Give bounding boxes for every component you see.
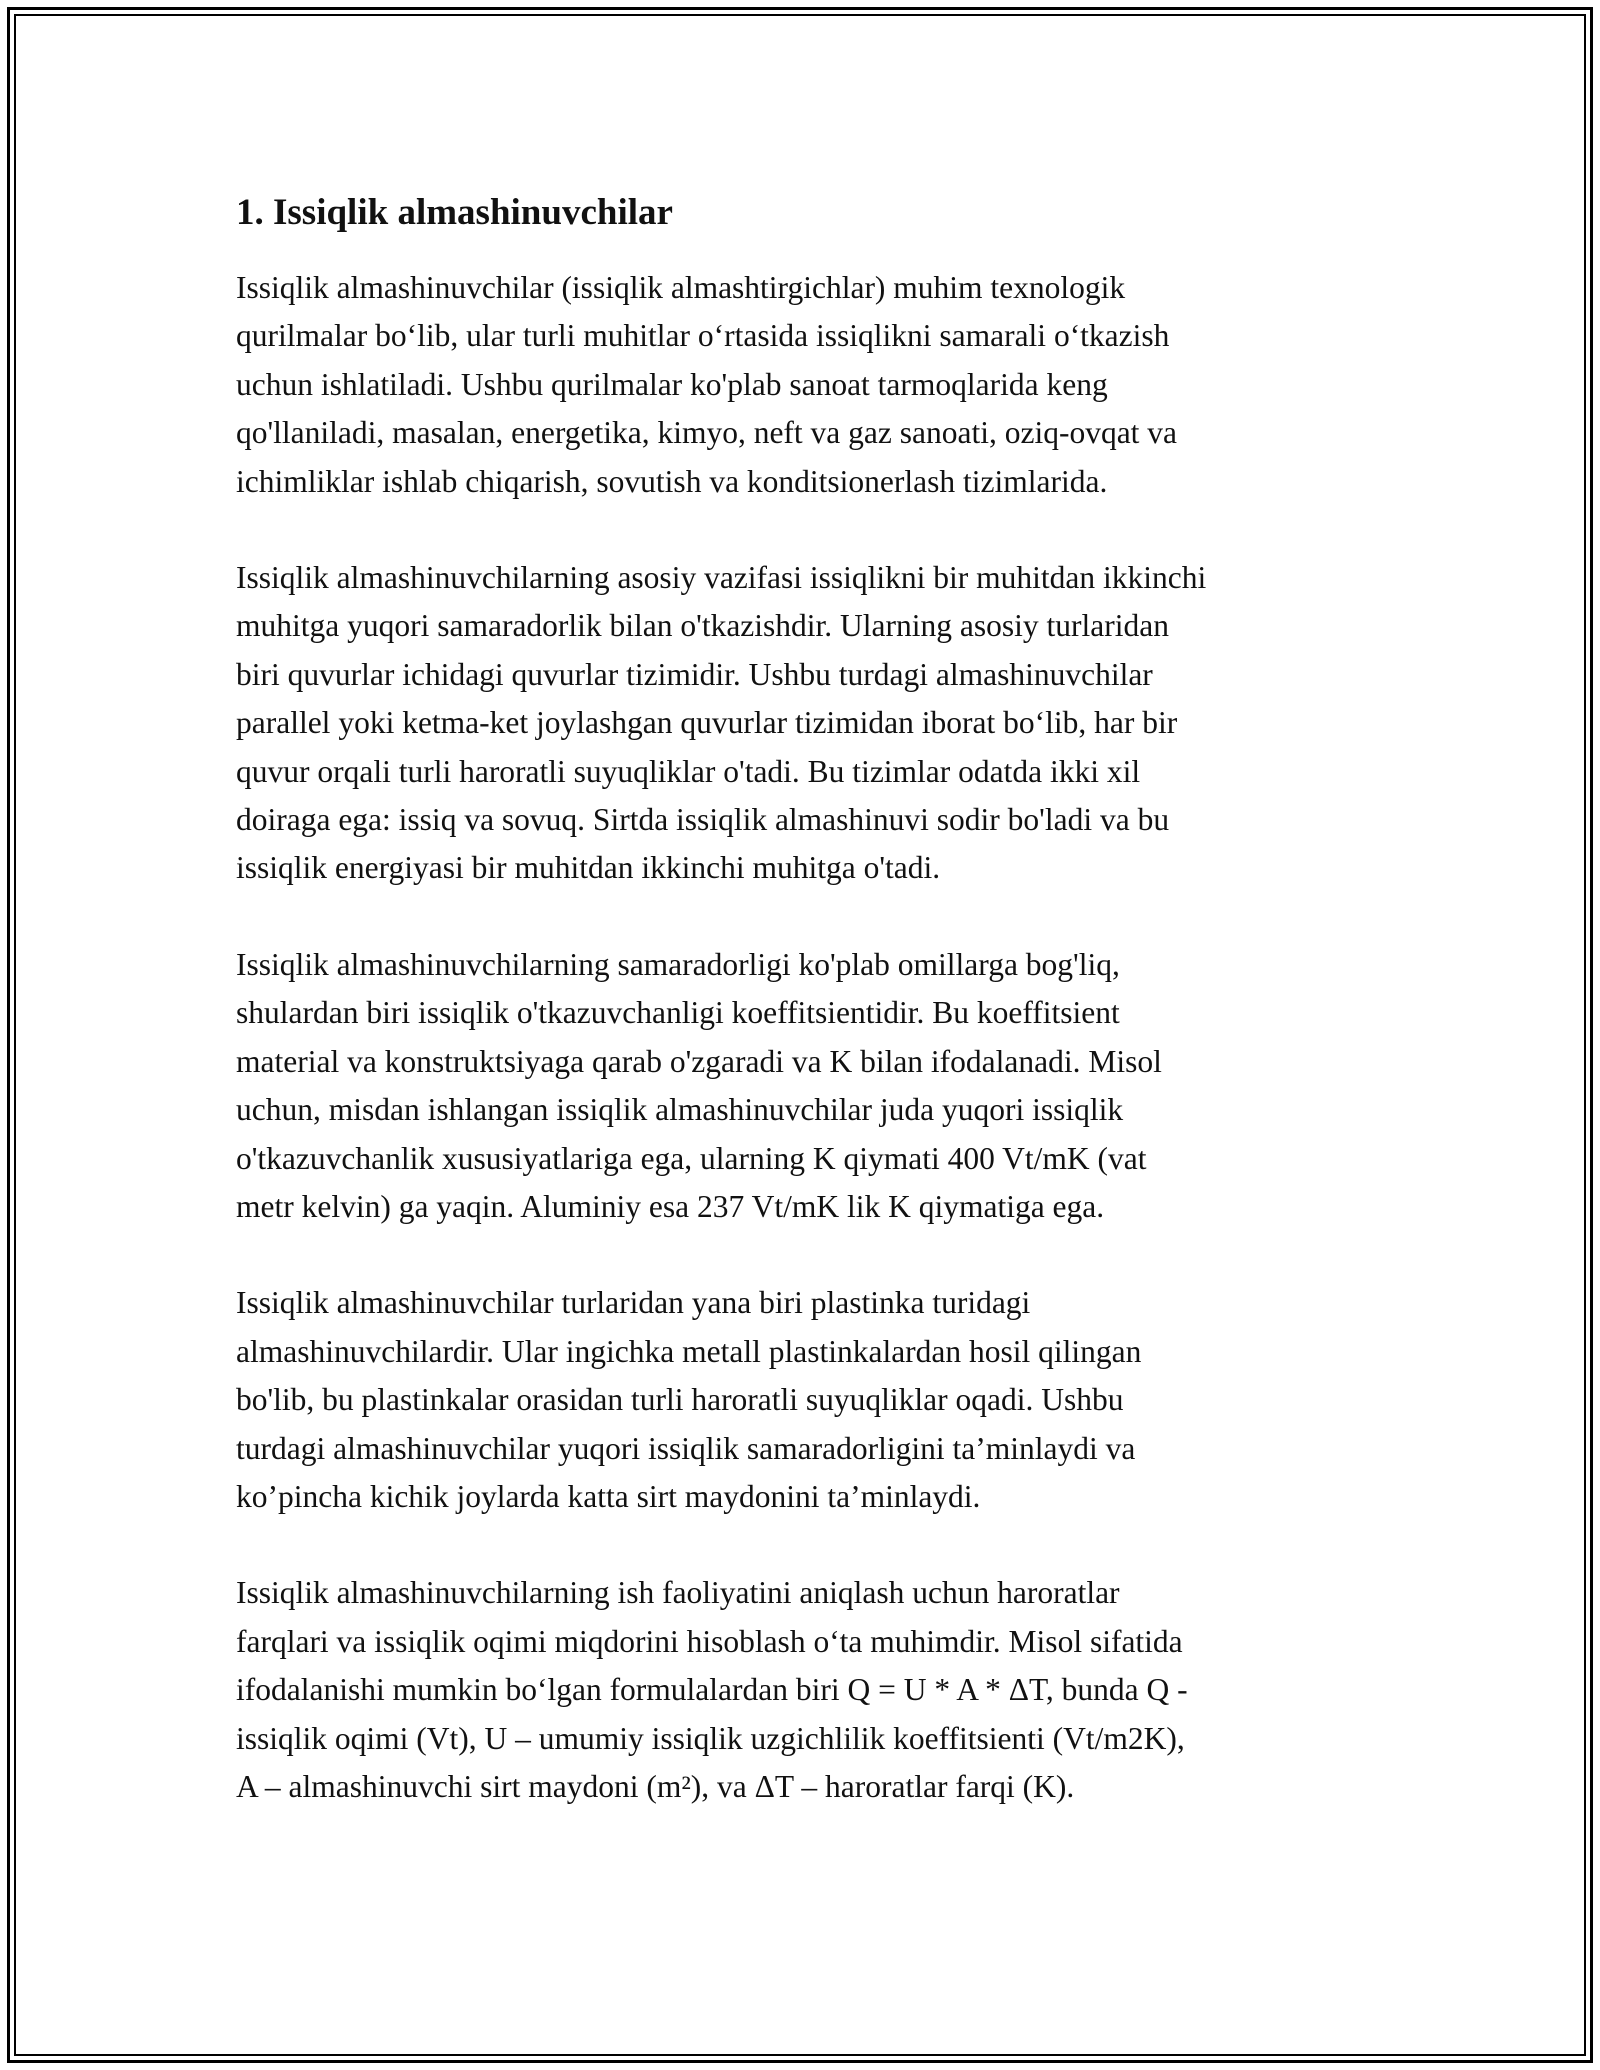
paragraph-main-function: Issiqlik almashinuvchilarning asosiy vazifasi issiqlikni bir muhitdan ikkinchi muhitga yuqori samaradorlik bilan o'tkazishdir. Ularning asosiy turlaridan biri quvurlar ichidagi quvurlar tizimidir. Ushbu turdagi almashinuvchilar parallel yoki ketma-ket joylashgan quvurlar tizimidan iborat bo‘lib, har bir quvur orqali turli haroratli suyuqliklar o'tadi. Bu tizimlar odatda ikki xil doiraga ega: issiq va sovuq. Sirtda issiqlik almashinuvi sodir bo'ladi va bu issiqlik energiyasi bir muhitdan ikkinchi muhitga o'tadi. xyxy=(236,560,1207,886)
paragraph-efficiency: Issiqlik almashinuvchilarning samaradorligi ko'plab omillarga bog'liq, shulardan biri issiqlik o'tkazuvchanligi koeffitsientidir. Bu koeffitsient material va konstruktsiyaga qarab o'zgaradi va K bilan ifodalanadi. Misol uchun, misdan ishlangan issiqlik almashinuvchilar juda yuqori issiqlik o'tkazuvchanlik xususiyatlariga ega, ularning K qiymati 400 Vt/mK (vat metr kelvin) ga yaqin. Aluminiy esa 237 Vt/mK lik K qiymatiga ega. xyxy=(236,946,1162,1224)
paragraph-formula: Issiqlik almashinuvchilarning ish faoliyatini aniqlash uchun haroratlar farqlari va issiqlik oqimi miqdorini hisoblash o‘ta muhimdir. Misol sifatida ifodalanishi mumkin bo‘lgan formulalardan biri Q = U * A * ΔT, bunda Q - issiqlik oqimi (Vt), U – umumiy issiqlik uzgichlilik koeffitsienti (Vt/m2K), A – almashinuvchi sirt maydoni (m²), va ΔT – haroratlar farqi (K). xyxy=(236,1575,1188,1804)
document-body xyxy=(236,186,1366,1859)
paragraph-intro: Issiqlik almashinuvchilar (issiqlik almashtirgichlar) muhim texnologik qurilmalar bo‘lib, ular turli muhitlar o‘rtasida issiqlikni samarali o‘tkazish uchun ishlatiladi. Ushbu qurilmalar ko'plab sanoat tarmoqlarida keng qo'llaniladi, masalan, energetika, kimyo, neft va gaz sanoati, oziq-ovqat va ichimliklar ishlab chiqarish, sovutish va konditsionerlash tizimlarida. xyxy=(236,270,1178,499)
section-heading: 1. Issiqlik almashinuvchilar xyxy=(236,192,673,233)
paragraph-plate-type: Issiqlik almashinuvchilar turlaridan yana biri plastinka turidagi almashinuvchilardir. Ular ingichka metall plastinkalardan hosil qilingan bo'lib, bu plastinkalar orasidan turli haroratli suyuqliklar oqadi. Ushbu turdagi almashinuvchilar yuqori issiqlik samaradorligini ta’minlaydi va ko’pincha kichik joylarda katta sirt maydonini ta’minlaydi. xyxy=(236,1285,1142,1514)
